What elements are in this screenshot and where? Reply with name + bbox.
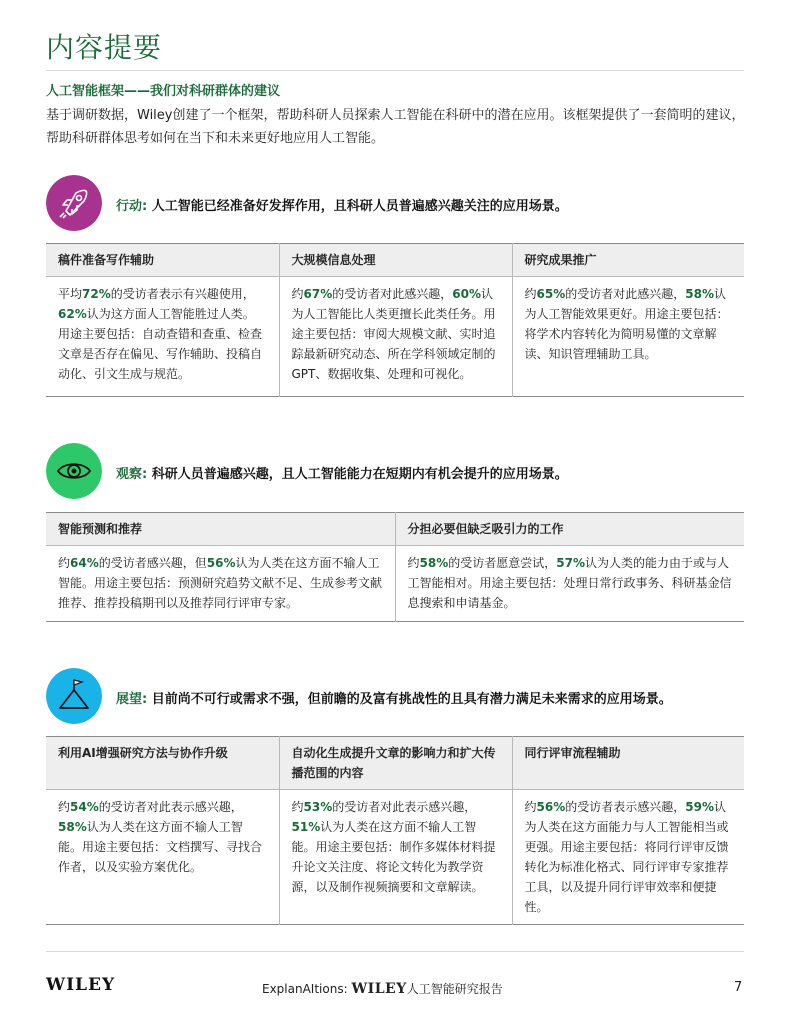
intro-paragraph: 基于调研数据，Wiley创建了一个框架，帮助科研人员探索人工智能在科研中的潜在应用。该框架提供了一套简明的建议，帮助科研群体思考如何在当下和未来更好地应用人工智能。 [46, 108, 745, 146]
column-header: 利用AI增强研究方法与协作升级 [46, 737, 279, 790]
outlook-table [46, 736, 744, 925]
table-cell: 约53%的受访者对此表示感兴趣，51%认为人类在这方面不输人工智能。用途主要包括：制作多媒体材料提升论文关注度、将论文转化为教学资源，以及制作视频摘要和文章解读。 [279, 790, 512, 925]
table-row [46, 790, 744, 925]
rocket-icon [46, 175, 102, 231]
column-header: 智能预测和推荐 [46, 513, 395, 546]
table-header-row [46, 244, 744, 277]
page-title: 内容提要 [46, 31, 163, 64]
table-cell: 约65%的受访者对此感兴趣，58%认为人工智能效果更好。用途主要包括：将学术内容转化为简明易懂的文章解读、知识管理辅助工具。 [512, 277, 744, 397]
action-keyword: 行动: [116, 199, 148, 214]
observe-table [46, 512, 744, 622]
table-row [46, 546, 744, 622]
column-header: 研究成果推广 [512, 244, 744, 277]
observe-heading [116, 463, 568, 482]
table-cell: 约64%的受访者感兴趣，但56%认为人类在这方面不输人工智能。用途主要包括：预测研究趋势文献不足、生成参考文献推荐、推荐投稿期刊以及推荐同行评审专家。 [46, 546, 395, 622]
table-header-row [46, 737, 744, 790]
table-header-row [46, 513, 744, 546]
outlook-keyword: 展望: [116, 692, 148, 707]
wiley-logo: WILEY [46, 975, 116, 995]
flag-mountain-icon [46, 668, 102, 724]
table-cell: 约58%的受访者愿意尝试，57%认为人类的能力由于或与人工智能相对。用途主要包括：处理日常行政事务、科研基金信息搜索和申请基金。 [395, 546, 744, 622]
page-number: 7 [734, 980, 743, 995]
footer-report-title: ExplanAItions: WILEY人工智能研究报告 [262, 981, 503, 997]
title-divider [46, 70, 744, 71]
footer-divider [46, 951, 744, 952]
outlook-heading [116, 688, 672, 707]
observe-keyword: 观察: [116, 467, 148, 482]
column-header: 大规模信息处理 [279, 244, 512, 277]
outlook-heading-text: 目前尚不可行或需求不强，但前瞻的及富有挑战性的且具有潜力满足未来需求的应用场景。 [147, 692, 672, 707]
column-header: 同行评审流程辅助 [512, 737, 744, 790]
observe-heading-text: 科研人员普遍感兴趣，且人工智能能力在短期内有机会提升的应用场景。 [147, 467, 568, 482]
table-cell: 约67%的受访者对此感兴趣，60%认为人工智能比人类更擅长此类任务。用途主要包括：审阅大规模文献、实时追踪最新研究动态、所在学科领域定制的GPT、数据收集、处理和可视化。 [279, 277, 512, 397]
table-row [46, 277, 744, 397]
column-header: 自动化生成提升文章的影响力和扩大传播范围的内容 [279, 737, 512, 790]
column-header: 稿件准备写作辅助 [46, 244, 279, 277]
section-subtitle: 人工智能框架——我们对科研群体的建议 [46, 84, 281, 99]
action-heading-text: 人工智能已经准备好发挥作用，且科研人员普遍感兴趣关注的应用场景。 [147, 199, 568, 214]
column-header: 分担必要但缺乏吸引力的工作 [395, 513, 744, 546]
eye-icon [46, 443, 102, 499]
table-cell: 约54%的受访者对此表示感兴趣，58%认为人类在这方面不输人工智能。用途主要包括：文档撰写、寻找合作者，以及实验方案优化。 [46, 790, 279, 925]
table-cell: 约56%的受访者表示感兴趣，59%认为人类在这方面能力与人工智能相当或更强。用途主要包括：将同行评审反馈转化为标准化格式、同行评审专家推荐工具，以及提升同行评审效率和便捷性。 [512, 790, 744, 925]
action-table [46, 243, 744, 397]
table-cell: 平均72%的受访者表示有兴趣使用，62%认为这方面人工智能胜过人类。用途主要包括：自动查错和查重、检查文章是否存在偏见、写作辅助、投稿自动化、引文生成与规范。 [46, 277, 279, 397]
action-heading [116, 195, 568, 214]
